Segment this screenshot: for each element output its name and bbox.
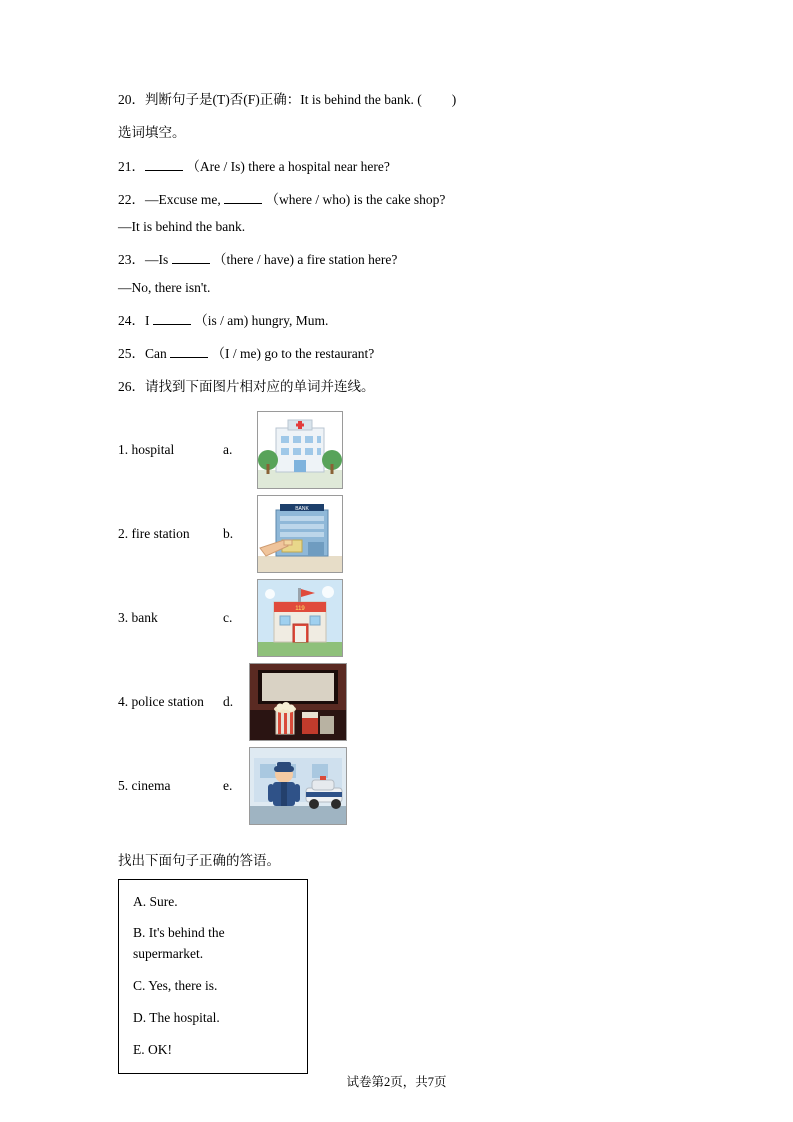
question-20-text: ．判断句子是(T)否(F)正确：It is behind the bank. ( [131, 92, 422, 107]
question-21-options: （Are / Is) there a hospital near here? [186, 158, 390, 174]
question-24 [118, 311, 681, 331]
match-row [118, 747, 681, 825]
answer-option-a[interactable]: A. Sure. [133, 893, 178, 909]
question-20-text-end: ) [451, 92, 457, 107]
match-word[interactable]: 4. police station [118, 693, 204, 709]
match-word[interactable]: 3. bank [118, 609, 158, 625]
answer-option-c[interactable]: C. Yes, there is. [133, 978, 218, 994]
svg-text:119: 119 [295, 605, 305, 612]
fire-station-building-picture[interactable] [257, 579, 343, 657]
question-22-prefix: 22．—Excuse me, [118, 191, 221, 207]
match-letter[interactable]: c. [223, 609, 233, 625]
question-25-options: （I / me) go to the restaurant? [211, 346, 375, 361]
answers-section-heading: 找出下面句子正确的答语。 [118, 852, 280, 868]
answer-option-e[interactable]: E. OK! [133, 1042, 172, 1058]
answer-option-b[interactable]: B. It's behind the supermarket. [133, 925, 225, 962]
svg-text:BANK: BANK [295, 505, 309, 512]
question-25-prefix: 25．Can [118, 346, 167, 361]
cinema-illustration-icon [250, 664, 346, 740]
question-25-blank[interactable] [170, 357, 208, 358]
police-illustration-icon [250, 748, 346, 824]
fire-station-illustration-icon [258, 580, 342, 656]
question-24-options: （is / am) hungry, Mum. [194, 312, 329, 328]
question-24-blank[interactable] [153, 324, 191, 325]
question-21-blank[interactable] [145, 170, 183, 171]
match-row [118, 579, 681, 657]
police-officer-car-picture[interactable] [249, 747, 347, 825]
answer-options-box [118, 879, 308, 1075]
match-word[interactable]: 1. hospital [118, 441, 175, 457]
question-23 [118, 250, 681, 270]
hospital-building-picture[interactable] [257, 411, 343, 489]
question-20-number: 20 [118, 92, 132, 107]
question-23-prefix: 23．—Is [118, 252, 169, 268]
bank-building-picture[interactable] [257, 495, 343, 573]
match-row [118, 411, 681, 489]
match-letter[interactable]: a. [223, 441, 233, 457]
match-row [118, 495, 681, 573]
match-word[interactable]: 5. cinema [118, 777, 171, 793]
question-20 [118, 90, 681, 110]
question-25 [118, 344, 681, 364]
page-footer: 试卷第2页，共7页 [346, 1075, 447, 1089]
bank-illustration-icon [258, 496, 342, 572]
question-24-prefix: 24．I [118, 312, 150, 328]
question-23-blank[interactable] [172, 263, 210, 264]
question-23-options: （there / have) a fire station here? [213, 252, 398, 268]
question-23-answer-line: —No, there isn't. [118, 279, 211, 295]
question-21 [118, 157, 681, 177]
question-21-prefix: 21． [118, 158, 145, 174]
match-row [118, 663, 681, 741]
cinema-picture[interactable] [249, 663, 347, 741]
fill-in-section-heading: 选词填空。 [118, 125, 186, 141]
match-letter[interactable]: b. [223, 525, 234, 541]
match-letter[interactable]: e. [223, 777, 233, 793]
match-word[interactable]: 2. fire station [118, 525, 190, 541]
question-22-answer-line: —It is behind the bank. [118, 219, 246, 234]
question-22-blank[interactable] [224, 203, 262, 204]
hospital-illustration-icon [258, 412, 342, 488]
answer-option-d[interactable]: D. The hospital. [133, 1010, 220, 1026]
question-22-options: （where / who) is the cake shop? [265, 191, 446, 207]
match-letter[interactable]: d. [223, 693, 234, 709]
question-22 [118, 190, 681, 210]
matching-section-heading: 26．请找到下面图片相对应的单词并连线。 [118, 379, 375, 395]
matching-list [118, 411, 681, 825]
